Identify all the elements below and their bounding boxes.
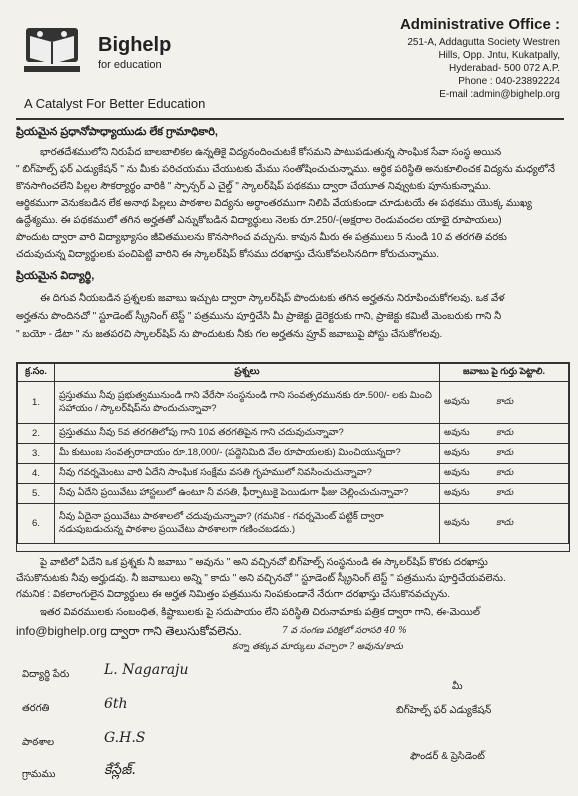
- question-text: నీవు ఏదేని ప్రయివేటు హాస్టలులో ఉంటూ నీ వసతి, ఫీర్పాటుకై పెయిడుగా ఫీజు చెల్లించుచున్నావా?: [55, 484, 440, 504]
- answer-yes[interactable]: అవును: [444, 447, 470, 457]
- table-row: [18, 464, 569, 484]
- question-text: నీవు ఏదైనా ప్రయివేటు పాఠశాలలో చదువుచున్నావా? (గమనిక - గవర్నమెంట్ పట్టిక్ ద్వారా నడుపుబడుచున్న పాఠశాల ప్రయివేటు పాఠశాలగా గణించబడదు.): [55, 504, 440, 544]
- answer-yes[interactable]: అవును: [444, 427, 470, 437]
- signature-role: ఫౌండర్ & ప్రెసిడెంట్: [410, 751, 485, 762]
- answer-yes[interactable]: అవును: [444, 467, 470, 477]
- paragraph-line: చేసుకొనుటకు నీవు అర్హుడవు. నీ జవాబులు అన్ని " కాదు " అని వచ్చినచో " స్టూడెంట్ స్క్రీనింగ్ టెస్ట్ " పత్రమును పూర్తిచేయవలెను.: [16, 573, 506, 584]
- table-row: [18, 382, 569, 424]
- tagline: A Catalyst For Better Education: [24, 96, 206, 111]
- answer-yes[interactable]: అవును: [444, 517, 470, 527]
- greeting-student: ప్రియమైన విద్యార్థి,: [16, 270, 95, 282]
- answer-cell[interactable]: [440, 444, 569, 464]
- office-line: 251-A, Addagutta Society Westren: [407, 37, 560, 48]
- row-number: 3.: [18, 444, 55, 464]
- signature-salutation: మీ: [452, 681, 463, 692]
- signature-org: బిగ్‌హెల్ప్ ఫర్ ఎడ్యుకేషన్: [396, 705, 492, 716]
- paragraph-line: " బిగ్‌హెల్ప్ ఫర్ ఎడ్యుకేషన్ " ను మీకు పరిచయము చేయుటకు మేము సంతోషించుచున్నాము. ఆర్థిక పరిస్థితి అనుకూలించక విద్యను మధ్యలోనే: [16, 164, 555, 175]
- office-phone: Phone : 040-23892224: [458, 76, 560, 87]
- field-value: 6th: [104, 696, 128, 712]
- answer-cell[interactable]: [440, 464, 569, 484]
- col-header-question: ప్రశ్నలు: [55, 364, 440, 382]
- table-row: [18, 444, 569, 464]
- answer-no[interactable]: కాదు: [496, 448, 514, 458]
- paragraph-line: ఆర్థికముగా వెనుకబడిన లేక అనాథ పిల్లలు పాఠశాల విద్యను అర్ధాంతరముగా నిలిపి వేయకుండా చూడుటయే ఈ పథకము యొక్క ముఖ్య: [16, 198, 533, 209]
- office-line: Hyderabad- 500 072 A.P.: [448, 63, 560, 74]
- answer-yes[interactable]: అవును: [444, 487, 470, 497]
- table-row: [18, 424, 569, 444]
- col-header-number: క్ర.సం.: [18, 364, 55, 382]
- office-title: Administrative Office :: [399, 16, 560, 33]
- brand-subtitle: for education: [98, 59, 162, 71]
- paragraph-line: " బయో - డేటా " ను జతపరచి స్కాలర్‌షిప్ ను పొందుటకు నీకు గల అర్హతను ప్రూవ్ జవాబుపై పోస్టు చేసుకోగలవు.: [16, 329, 443, 340]
- field-label: తరగతి: [22, 703, 50, 714]
- field-label: విద్యార్థి పేరు: [22, 669, 70, 680]
- class-field[interactable]: [22, 696, 128, 716]
- table-row: [18, 504, 569, 544]
- bighelp-logo-icon: [20, 24, 84, 76]
- paragraph-line: పై వాటిలో ఏదేని ఒక ప్రశ్నకు నీ జవాబు " అవును " అని వచ్చినచో బిగ్‌హెల్ప్ సంస్థనుండి ఈ స్కాలర్‌షిప్ కొరకు దరఖాస్తు: [40, 557, 488, 568]
- question-text: ప్రస్తుతము నీవు 5వ తరగతిలోపు గాని 10వ తరగతిపైన గాని చదువుచున్నావా?: [55, 424, 440, 444]
- answer-no[interactable]: కాదు: [496, 488, 514, 498]
- paragraph-line: ఈ దిగువ నీయబడిన ప్రశ్నలకు జవాబు ఇచ్చుట ద్వారా స్కాలర్‌షిప్ పొందుటకు తగిన అర్హతను నిరూపించుకోగలవు. ఒక వేళ: [40, 293, 505, 304]
- office-email: E-mail :admin@bighelp.org: [439, 89, 560, 100]
- answer-no[interactable]: కాదు: [496, 397, 514, 407]
- row-number: 2.: [18, 424, 55, 444]
- office-address: [350, 16, 560, 101]
- greeting-principal: ప్రియమైన ప్రధానోపాధ్యాయుడు లేక గ్రామాధికారి,: [16, 126, 218, 138]
- student-name-field[interactable]: [22, 662, 189, 682]
- field-value: కేస్లేజ్.: [104, 762, 136, 778]
- question-text: మీ కుటుంబ సంవత్సరాదాయం రూ.18,000/- (పద్దెనిమిది వేల రూపాయలకు) మించియున్నదా?: [55, 444, 440, 464]
- answer-cell[interactable]: [440, 382, 569, 424]
- answer-cell[interactable]: [440, 424, 569, 444]
- answer-cell[interactable]: [440, 484, 569, 504]
- field-value: G.H.S: [104, 730, 146, 746]
- question-text: నీవు గవర్నమెంటు వారి ఏదేని సాంఘిక సంక్షేమ వసతి గృహములో నివసించుచున్నావా?: [55, 464, 440, 484]
- school-field[interactable]: [22, 730, 146, 750]
- answer-cell[interactable]: [440, 504, 569, 544]
- question-text: ప్రస్తుతము నీవు ప్రభుత్వమునుండి గాని వేరేసా సంస్థనుండి గాని సంవత్సరమునకు రూ.500/- లకు మించి సహాయం / స్కాలర్‌షిప్‌ను పొందుచున్నావా?: [55, 382, 440, 424]
- answer-no[interactable]: కాదు: [496, 518, 514, 528]
- answer-no[interactable]: కాదు: [496, 468, 514, 478]
- paragraph-line: ఉద్దేశ్యము. ఈ పథకములో తగిన అర్హతతో ఎన్నుకోబడిన విద్యార్థులు నెలకు రూ.250/-(అక్షరాల రెండువందల యాభై రూపాయలు): [16, 215, 502, 226]
- row-number: 6.: [18, 504, 55, 544]
- brand-name: Bighelp: [98, 34, 172, 56]
- paragraph-line: అర్హతను పొందినచో " స్టూడెంట్ స్క్రీనింగ్ టెస్ట్ " పత్రమును పూర్తిచేసి మీ ప్రాజెక్టు డైరెక్టరుకు గాని, ప్రాజెక్టు కమిటీ మెంబరుకు గాని నీ: [16, 311, 502, 322]
- row-number: 1.: [18, 382, 55, 424]
- field-value: L. Nagaraju: [104, 662, 189, 678]
- eligibility-table: [16, 362, 570, 552]
- paragraph-line: ఇతర వివరములకు సంబంధిత, కిష్టాబులకు పై సదుపాయం లేని పరిస్థితి చిరునామాకు పత్రిక ద్వారా గాని, ఈ-మెయిల్: [40, 607, 480, 618]
- row-number: 4.: [18, 464, 55, 484]
- table-row: [18, 484, 569, 504]
- handwritten-note: కన్నా తక్కువ మార్కులు వచ్చారా ? అవును/కాదు: [232, 642, 403, 652]
- village-field[interactable]: [22, 762, 136, 782]
- answer-yes[interactable]: అవును: [444, 396, 470, 406]
- field-label: పాఠశాల: [22, 737, 55, 748]
- paragraph-line: భారతదేశములోని నిరుపేద బాలబాలికల ఉన్నతికై విద్యనందించుటకే కోసమని పాటుపడుతున్న సాంఘిక సేవా సంస్థ అయిన: [40, 147, 502, 158]
- paragraph-line: చదువుచున్న విద్యార్థులకు పంచిపెట్టి వారిని ఈ స్కాలర్‌షిప్ కోసము దరఖాస్తు చేసుకోవలసినదిగా కోరుచున్నాము.: [16, 249, 440, 260]
- email-line: info@bighelp.org ద్వారా గాని తెలుసుకోవలెను.: [16, 624, 242, 638]
- handwritten-note: 7 వ సంగణ పరిక్షలో సరాసరి 40 %: [282, 626, 407, 636]
- paragraph-line: పొందుట ద్వారా వారి విద్యాభ్యాసం జీవితములను కొనసాగించ వచ్చును. కావున మీరు ఈ పత్రములు 5 నుండి 10 వ తరగతి వరకు: [16, 232, 507, 243]
- header-divider: [16, 118, 564, 120]
- row-number: 5.: [18, 484, 55, 504]
- field-label: గ్రామము: [22, 769, 56, 780]
- paragraph-line: కొనసాగించలేని పిల్లల సౌకర్యార్థం వారికి " స్పాన్సర్ ఎ చైల్డ్ " స్కాలర్‌షిప్ పథకము ద్వారా చేయూత నివ్వుటకు పూనుకున్నాము.: [16, 181, 492, 192]
- paragraph-line: గమనిక : వికలాంగులైన విద్యార్థులు ఈ అర్హత నిమిత్తం పత్రమును నింపకుండానే నేరుగా దరఖాస్తు చేసుకొనవచ్చును.: [16, 589, 451, 600]
- col-header-answer: జవాబు పై గుర్తు పెట్టాలి.: [440, 364, 569, 382]
- answer-no[interactable]: కాదు: [496, 428, 514, 438]
- office-line: Hills, Opp. Jntu, Kukatpally,: [438, 50, 560, 61]
